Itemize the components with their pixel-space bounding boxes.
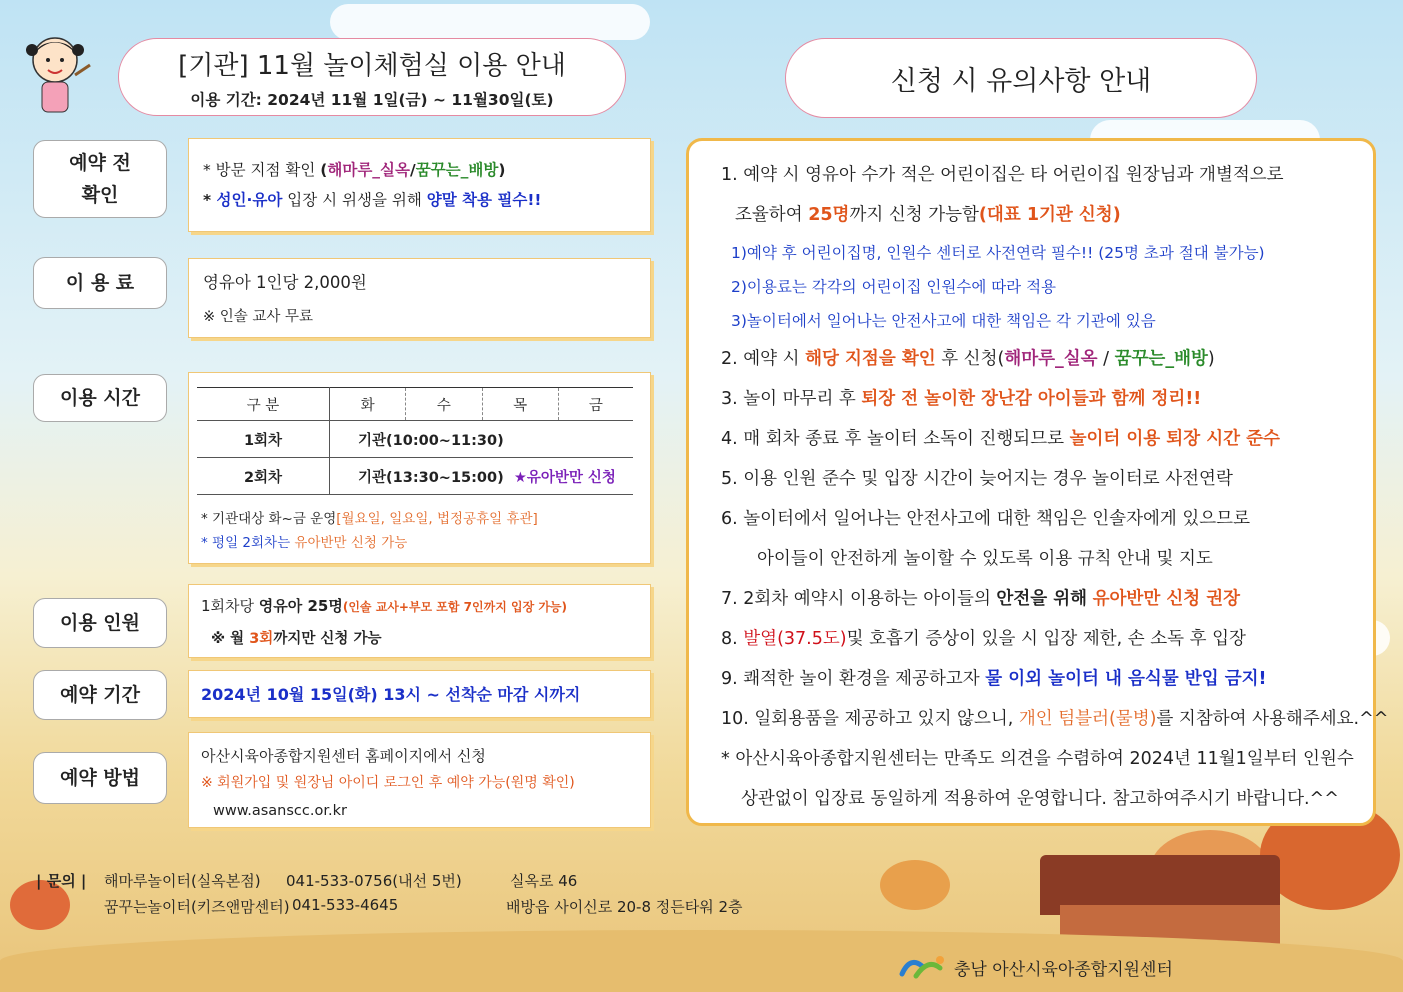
text: 해마루_실옥	[1004, 349, 1098, 369]
phone-1: 041-533-0756(내선 5번)	[286, 872, 462, 890]
notes-box	[686, 138, 1389, 826]
text: 후 신청(	[935, 349, 1005, 369]
usage-period: 이용 기간: 2024년 11월 1일(금) ~ 11월30일(토)	[190, 91, 554, 109]
text: * 평일 2회차는	[201, 535, 295, 551]
text: 2. 예약 시	[721, 349, 806, 369]
text: 유아반만 신청 권장	[1092, 589, 1241, 609]
text: 물 이외 놀이터 내 음식물 반입 금지!	[985, 669, 1267, 689]
schedule-table	[197, 387, 633, 495]
label-time	[33, 374, 167, 422]
note-2	[721, 345, 1215, 370]
fee-line1: 영유아 1인당 2,000원	[203, 273, 367, 292]
text: 꿈꾸는_배방	[1114, 349, 1208, 369]
session-time: 기관(13:30~15:00)	[358, 469, 504, 486]
label-confirm-line1: 예약 전	[69, 151, 131, 174]
label-people-text: 이용 인원	[59, 611, 141, 634]
logo-icon	[898, 952, 948, 982]
text: 를 지참하여 사용해주세요.^^	[1156, 709, 1389, 729]
text: /	[410, 161, 416, 179]
text: 놀이터 이용 퇴장 시간 준수	[1069, 429, 1280, 449]
note-4	[721, 425, 1280, 450]
text: 7. 2회차 예약시 이용하는 아이들의	[721, 589, 997, 609]
note-1b	[735, 201, 1121, 226]
text: 25명	[808, 205, 850, 225]
note-1-sub1: 1)예약 후 어린이집명, 인원수 센터로 사전연락 필수!! (25명 초과 절대 불가능)	[731, 244, 1265, 262]
monthly-limit: 3회	[249, 631, 274, 647]
org-name: 충남 아산시육아종합지원센터	[954, 959, 1173, 980]
place-1: 해마루놀이터(실옥본점)	[104, 872, 261, 890]
reserve-period-box	[188, 670, 651, 718]
text: 4. 매 회차 종료 후 놀이터 소독이 진행되므로	[721, 429, 1070, 449]
note-10	[721, 705, 1388, 730]
time-note1	[201, 511, 538, 527]
label-confirm-line2: 확인	[81, 184, 119, 206]
text: * 방문 지점 확인	[203, 161, 321, 179]
table-header: 금	[558, 388, 633, 421]
people-line2	[211, 631, 381, 648]
text: 8.	[721, 629, 744, 649]
title-banner	[118, 38, 626, 116]
text: 성인·유아	[216, 191, 283, 209]
capacity: 영유아 25명	[258, 597, 343, 615]
label-fee	[33, 257, 167, 309]
note-1-sub3: 3)놀이터에서 일어나는 안전사고에 대한 책임은 각 기관에 있음	[731, 312, 1156, 330]
confirm-line2	[203, 191, 542, 210]
inquiry-label: | 문의 |	[36, 872, 87, 890]
confirm-box	[188, 138, 651, 232]
session-note: ★유아반만 신청	[513, 469, 616, 486]
place-2: 꿈꾸는놀이터(키즈앤맘센터)	[104, 898, 290, 916]
session-name: 2회차	[197, 458, 330, 495]
text: * 기관대상 화~금 운영	[201, 511, 337, 527]
people-line1	[201, 597, 567, 615]
text: (대표 1기관 신청)	[978, 205, 1121, 225]
text: 1회차당	[201, 597, 259, 615]
text: 10. 일회용품을 제공하고 있지 않으니,	[721, 709, 1019, 729]
text: *	[203, 191, 217, 209]
text: 개인 텀블러(물병)	[1018, 709, 1157, 729]
table-header-row	[197, 388, 633, 421]
people-box	[188, 584, 651, 658]
method-box	[188, 732, 651, 828]
text: 조율하여	[735, 205, 809, 225]
confirm-line1	[203, 161, 505, 180]
text: 까지 신청 가능함	[849, 205, 979, 225]
table-header: 목	[482, 388, 558, 421]
org-logo	[898, 950, 1228, 984]
note-9	[721, 665, 1267, 690]
footer-contact	[36, 870, 796, 920]
note-8	[721, 625, 1246, 650]
method-line1: 아산시육아종합지원센터 홈페이지에서 신청	[201, 747, 486, 765]
text: 9. 쾌적한 놀이 환경을 제공하고자	[721, 669, 986, 689]
notice-title-banner	[785, 38, 1257, 118]
note-7	[721, 585, 1240, 610]
note-5: 5. 이용 인원 준수 및 입장 시간이 늦어지는 경우 놀이터로 사전연락	[721, 469, 1233, 489]
text: 까지만 신청 가능	[273, 631, 382, 647]
session-name: 1회차	[197, 421, 330, 458]
label-reserve-period-text: 예약 기간	[59, 683, 141, 706]
text: 퇴장 전 놀이한 장난감 아이들과 함께 정리!!	[861, 389, 1202, 409]
page-title: [기관] 11월 놀이체험실 이용 안내	[178, 51, 566, 81]
session-time: 기관(10:00~11:30)	[330, 421, 634, 458]
table-row	[197, 458, 633, 495]
time-box	[188, 372, 651, 564]
notice-title: 신청 시 유의사항 안내	[890, 65, 1152, 97]
label-people	[33, 598, 167, 648]
address-2: 배방읍 사이신로 20-8 정든타워 2층	[506, 898, 743, 916]
text: /	[1097, 349, 1115, 369]
note-1-sub2: 2)이용료는 각각의 어린이집 인원수에 따라 적용	[731, 278, 1057, 296]
text: (인솔 교사+부모 포함 7인까지 입장 가능)	[342, 600, 568, 614]
text: 입장 시 위생을 위해	[282, 191, 427, 209]
text: 발열(37.5도)	[743, 629, 847, 649]
note-3	[721, 385, 1201, 410]
note-6b: 아이들이 안전하게 놀이할 수 있도록 이용 규칙 안내 및 지도	[757, 549, 1213, 569]
text: 3. 놀이 마무리 후	[721, 389, 862, 409]
time-note2	[201, 535, 407, 551]
text: )	[1207, 349, 1215, 369]
table-header: 구 분	[197, 388, 330, 421]
label-method	[33, 752, 167, 804]
branch-silok: 해마루_실옥	[327, 161, 411, 179]
text: 유아반만 신청 가능	[294, 535, 408, 551]
socks-required: 양말 착용 필수!!	[426, 191, 542, 209]
fee-line2: ※ 인솔 교사 무료	[203, 309, 314, 325]
address-1: 실옥로 46	[510, 872, 578, 890]
text: 안전을 위해	[996, 589, 1088, 609]
phone-2: 041-533-4645	[292, 896, 399, 914]
label-time-text: 이용 시간	[59, 386, 141, 409]
note-6a: 6. 놀이터에서 일어나는 안전사고에 대한 책임은 인솔자에게 있으므로	[721, 509, 1250, 529]
branch-baebang: 꿈꾸는_배방	[415, 161, 499, 179]
table-header: 수	[406, 388, 482, 421]
label-confirm	[33, 140, 167, 218]
method-line2: ※ 회원가입 및 원장님 아이디 로그인 후 예약 가능(원명 확인)	[201, 775, 575, 791]
table-header: 화	[330, 388, 406, 421]
homepage-link[interactable]: www.asanscc.or.kr	[213, 803, 347, 819]
text: (	[320, 161, 328, 179]
text: 해당 지점을 확인	[805, 349, 936, 369]
text: 및 호흡기 증상이 있을 시 입장 제한, 손 소독 후 입장	[846, 629, 1246, 649]
note-11b: 상관없이 입장료 동일하게 적용하여 운영합니다. 참고하여주시기 바랍니다.^^	[741, 789, 1339, 809]
girl-mascot-icon	[20, 30, 100, 120]
table-row	[197, 421, 633, 458]
text: ※ 월	[211, 631, 250, 647]
session-time-cell	[330, 458, 634, 495]
note-11a: * 아산시육아종합지원센터는 만족도 의견을 수렴하여 2024년 11월1일부터 인원수	[721, 749, 1354, 769]
autumn-tree	[880, 860, 950, 910]
label-reserve-period	[33, 670, 167, 720]
cloud	[330, 4, 650, 40]
closed-days: [월요일, 일요일, 법정공휴일 휴관]	[336, 511, 538, 527]
label-fee-text: 이 용 료	[65, 271, 135, 294]
text: )	[498, 161, 506, 179]
reserve-period-text: 2024년 10월 15일(화) 13시 ~ 선착순 마감 시까지	[201, 685, 581, 704]
fee-box	[188, 258, 651, 338]
label-method-text: 예약 방법	[59, 766, 141, 789]
note-1a: 1. 예약 시 영유아 수가 적은 어린이집은 타 어린이집 원장님과 개별적으로	[721, 165, 1284, 185]
